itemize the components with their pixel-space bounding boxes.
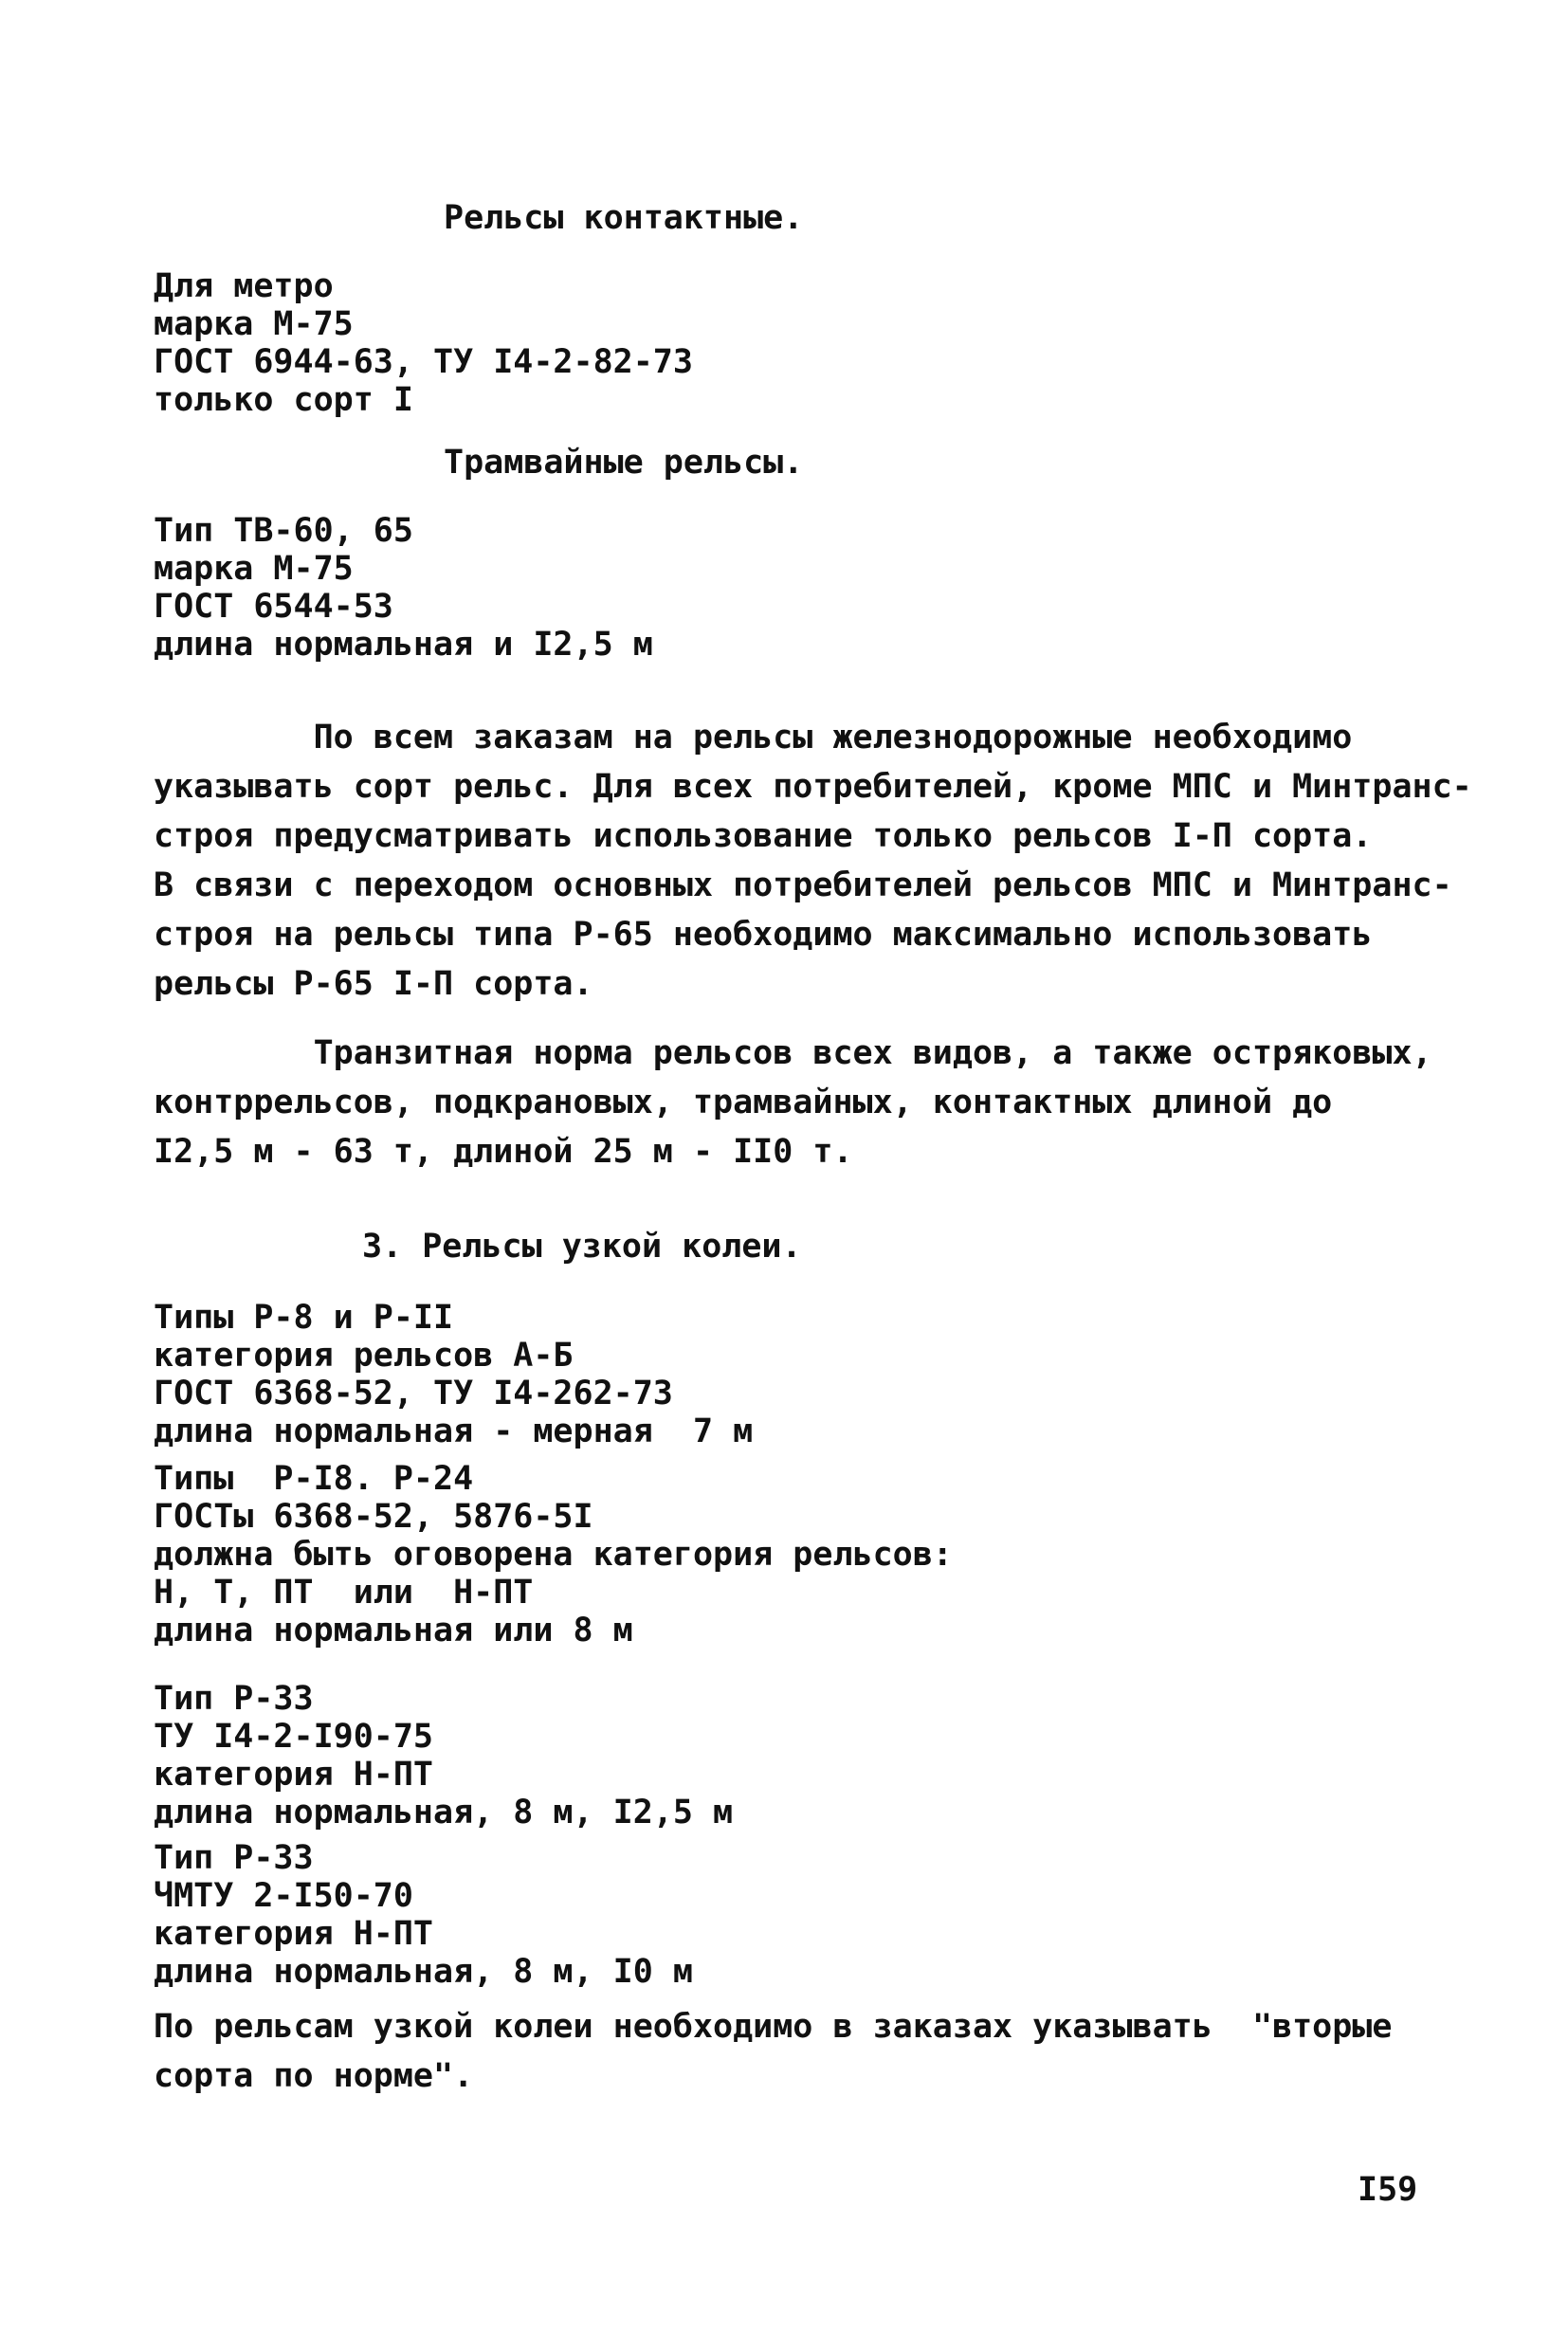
paragraph-line: По рельсам узкой колеи необходимо в заказах указывать "вторые [154, 2008, 1393, 2046]
spec-line: длина нормальная, 8 м, I0 м [154, 1953, 693, 1991]
paragraph-line: контррельсов, подкрановых, трамвайных, контактных длиной до [154, 1084, 1333, 1121]
paragraph-narrow-gauge-closing [154, 2002, 1392, 2101]
spec-line: ГОСТ 6368-52, ТУ I4-262-73 [154, 1375, 673, 1412]
paragraph-line: I2,5 м - 63 т, длиной 25 м - II0 т. [154, 1133, 853, 1171]
spec-line: ГОСТ 6944-63, ТУ I4-2-82-73 [154, 343, 693, 381]
spec-line: длина нормальная или 8 м [154, 1612, 633, 1649]
paragraph-line: указывать сорт рельс. Для всех потребителей, кроме МПС и Минтранс- [154, 768, 1472, 806]
spec-line: марка М-75 [154, 305, 354, 343]
spec-line: должна быть оговорена категория рельсов: [154, 1536, 953, 1574]
paragraph-line: По всем заказам на рельсы железнодорожные необходимо [154, 719, 1353, 756]
spec-line: Тип ТВ-60, 65 [154, 512, 413, 550]
narrow-gauge-group-2 [154, 1460, 953, 1649]
spec-line: ЧМТУ 2-I50-70 [154, 1877, 413, 1915]
spec-line: ГОСТы 6368-52, 5876-5I [154, 1498, 593, 1536]
narrow-gauge-group-3 [154, 1680, 733, 1832]
spec-line: категория Н-ПТ [154, 1756, 434, 1794]
spec-line: категория рельсов А-Б [154, 1337, 574, 1375]
spec-line: длина нормальная - мерная 7 м [154, 1412, 754, 1450]
contact-rails-spec [154, 267, 693, 419]
spec-line: ГОСТ 6544-53 [154, 588, 393, 626]
spec-line: длина нормальная и I2,5 м [154, 626, 653, 664]
page-number: I59 [1358, 2171, 1418, 2209]
paragraph-orders [154, 713, 1472, 1009]
spec-line: марка М-75 [154, 550, 354, 588]
paragraph-line: рельсы Р-65 I-П сорта. [154, 965, 593, 1003]
heading-contact-rails: Рельсы контактные. [444, 199, 804, 237]
spec-line: Тип Р-33 [154, 1839, 314, 1877]
spec-line: категория Н-ПТ [154, 1915, 434, 1953]
heading-narrow-gauge-rails: 3. Рельсы узкой колеи. [362, 1228, 802, 1266]
paragraph-line: сорта по норме". [154, 2057, 474, 2095]
spec-line: только сорт I [154, 381, 413, 419]
narrow-gauge-group-4 [154, 1839, 693, 1991]
narrow-gauge-group-1 [154, 1299, 753, 1450]
heading-tram-rails: Трамвайные рельсы. [444, 444, 804, 482]
spec-line: Для метро [154, 267, 334, 305]
paragraph-line: строя предусматривать использование только рельсов I-П сорта. [154, 817, 1373, 855]
paragraph-line: В связи с переходом основных потребителей рельсов МПС и Минтранс- [154, 866, 1452, 904]
spec-line: Н, Т, ПТ или Н-ПТ [154, 1574, 534, 1612]
spec-line: Типы Р-I8. Р-24 [154, 1460, 474, 1498]
paragraph-transit-norm [154, 1029, 1432, 1176]
spec-line: ТУ I4-2-I90-75 [154, 1718, 434, 1756]
spec-line: Типы Р-8 и Р-II [154, 1299, 454, 1337]
tram-rails-spec [154, 512, 653, 664]
paragraph-line: строя на рельсы типа Р-65 необходимо максимально использовать [154, 916, 1373, 954]
paragraph-line: Транзитная норма рельсов всех видов, а также остряковых, [154, 1034, 1432, 1072]
spec-line: Тип Р-33 [154, 1680, 314, 1718]
spec-line: длина нормальная, 8 м, I2,5 м [154, 1794, 734, 1832]
